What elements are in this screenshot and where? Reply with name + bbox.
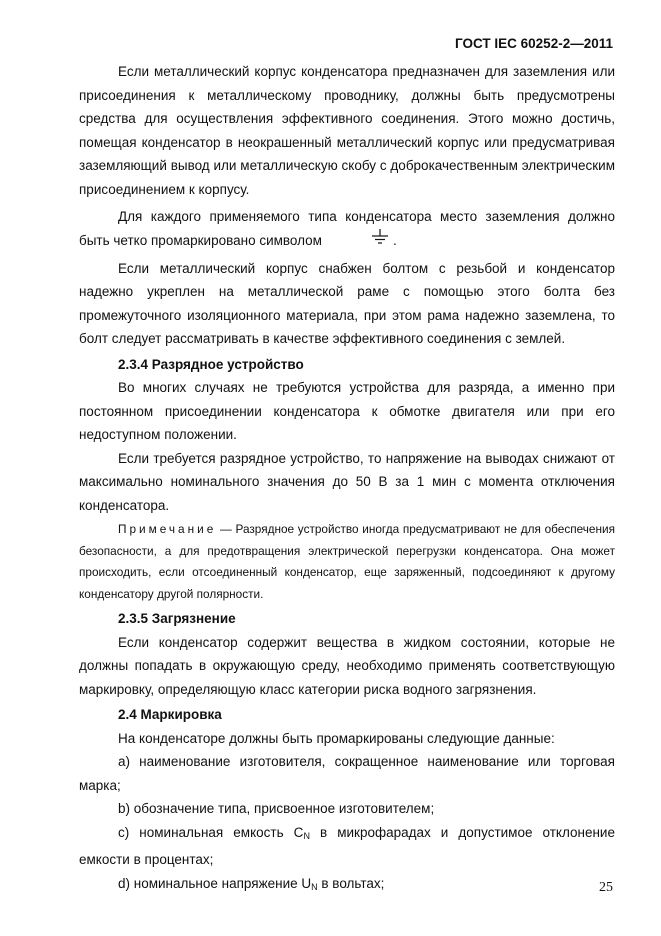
- list-item: [79, 821, 615, 872]
- section-heading: 2.3.4 Разрядное устройство: [118, 356, 304, 372]
- paragraph-text: .: [392, 232, 397, 248]
- paragraph: Если металлический корпус снабжен болтом с резьбой и конденсатор надежно укреплен на металлической раме с помощью этого болта без промежуточного изоляционного материала, при этом рама надежно заземлена, то болт следует рассматривать в качестве эффективного соединения с землей.: [79, 260, 615, 347]
- paragraph-text: Для каждого применяемого типа конденсатора место заземления должно быть четко промаркировано символом: [79, 209, 615, 248]
- document-header: ГОСТ IEC 60252-2—2011: [455, 36, 613, 51]
- list-item: [79, 872, 615, 900]
- note-label: Примечание: [118, 522, 217, 537]
- ground-icon: [332, 229, 389, 253]
- section-heading: 2.4 Маркировка: [118, 707, 222, 723]
- subscript: N: [311, 881, 318, 892]
- paragraph: Во многих случаях не требуются устройства для разряда, а именно при постоянном присоединении конденсатора к обмотке двигателя или при его недоступном положении.: [79, 380, 615, 443]
- section-heading: 2.3.5 Загрязнение: [118, 611, 236, 627]
- paragraph: [79, 205, 615, 253]
- paragraph: Если требуется разрядное устройство, то напряжение на выводах снижают от максимально номинального значения до 50 В за 1 мин с момента отключения конденсатора.: [79, 450, 615, 513]
- note: [79, 519, 615, 605]
- list-item: а) наименование изготовителя, сокращенное наименование или торговая марка;: [79, 754, 615, 793]
- list-item-text: d) номинальное напряжение U: [118, 875, 312, 891]
- list-item: b) обозначение типа, присвоенное изготовителем;: [118, 801, 435, 817]
- list-item-text: c) номинальная емкость C: [118, 824, 304, 840]
- subscript: N: [303, 830, 310, 841]
- list-item-text: в микрофарадах и допустимое отклонение емкости в процентах;: [79, 824, 615, 868]
- list-item-text: в вольтах;: [317, 875, 385, 891]
- page-number: 25: [599, 880, 613, 895]
- paragraph: Если конденсатор содержит вещества в жидком состоянии, которые не должны попадать в окружающую среду, необходимо применять соответствующую маркировку, определяющую класс категории риска водного загрязнения.: [79, 634, 615, 697]
- paragraph: На конденсаторе должны быть промаркированы следующие данные:: [118, 730, 555, 746]
- paragraph: Если металлический корпус конденсатора предназначен для заземления или присоединения к металлическому проводнику, должны быть предусмотрены средства для осуществления эффективного соединения. Этого можно достичь, помещая конденсатор в неокрашенный металлический корпус или предусматривая заземляющий вывод или металлическую скобу с доброкачественным электрическим присоединением к корпусу.: [79, 64, 615, 197]
- note-text: — Разрядное устройство иногда предусматривают не для обеспечения безопасности, а для предотвращения электрической перегрузки конденсатора. Она может происходить, если отсоединенный конденсатор, еще заряженный, подсоединяют к другому конденсатору другой полярности.: [79, 522, 615, 601]
- document-body: [79, 60, 615, 899]
